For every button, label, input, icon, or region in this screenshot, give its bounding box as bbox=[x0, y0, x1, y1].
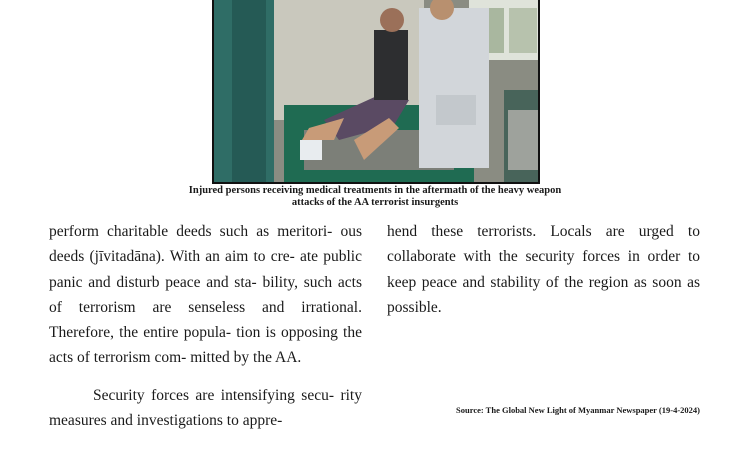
article-paragraph bbox=[49, 219, 362, 371]
source-citation: Source: The Global New Light of Myanmar Newspaper (19-4-2024) bbox=[456, 405, 700, 415]
photo-caption bbox=[100, 185, 650, 209]
text-line: ous deeds (jīvitadāna). With an aim to cre- bbox=[49, 223, 362, 266]
caption-line: Injured persons receiving medical treatments in the aftermath of the heavy weapon bbox=[188, 185, 562, 196]
text-line: bility, such acts of terrorism are senseless bbox=[49, 273, 363, 316]
article-column-right bbox=[387, 219, 700, 320]
text-line: soon as possible. bbox=[387, 273, 700, 316]
text-line: rity measures and investigations to appre- bbox=[49, 386, 362, 430]
article-paragraph bbox=[387, 219, 700, 320]
text-line: to keep peace and stability of the region as bbox=[387, 248, 701, 291]
news-photo bbox=[212, 0, 540, 184]
text-line: hend these terrorists. Locals are urged to bbox=[387, 223, 700, 240]
text-line: ate public panic and disturb peace and sta- bbox=[49, 248, 362, 291]
text-line: Security forces are intensifying secu- bbox=[93, 386, 335, 404]
text-line: collaborate with the security forces in order bbox=[387, 248, 681, 266]
caption-line: attacks of the AA terrorist insurgents bbox=[291, 197, 459, 208]
text-line: tion is opposing the acts of terrorism com- bbox=[49, 324, 362, 367]
text-line: and irrational. Therefore, the entire popula- bbox=[49, 298, 362, 342]
article-paragraph bbox=[49, 383, 362, 434]
text-line: mitted by the AA. bbox=[190, 349, 302, 367]
text-line: perform charitable deeds such as meritori- bbox=[49, 223, 333, 240]
article-column-left bbox=[49, 219, 362, 433]
photo-illustration bbox=[214, 0, 540, 184]
